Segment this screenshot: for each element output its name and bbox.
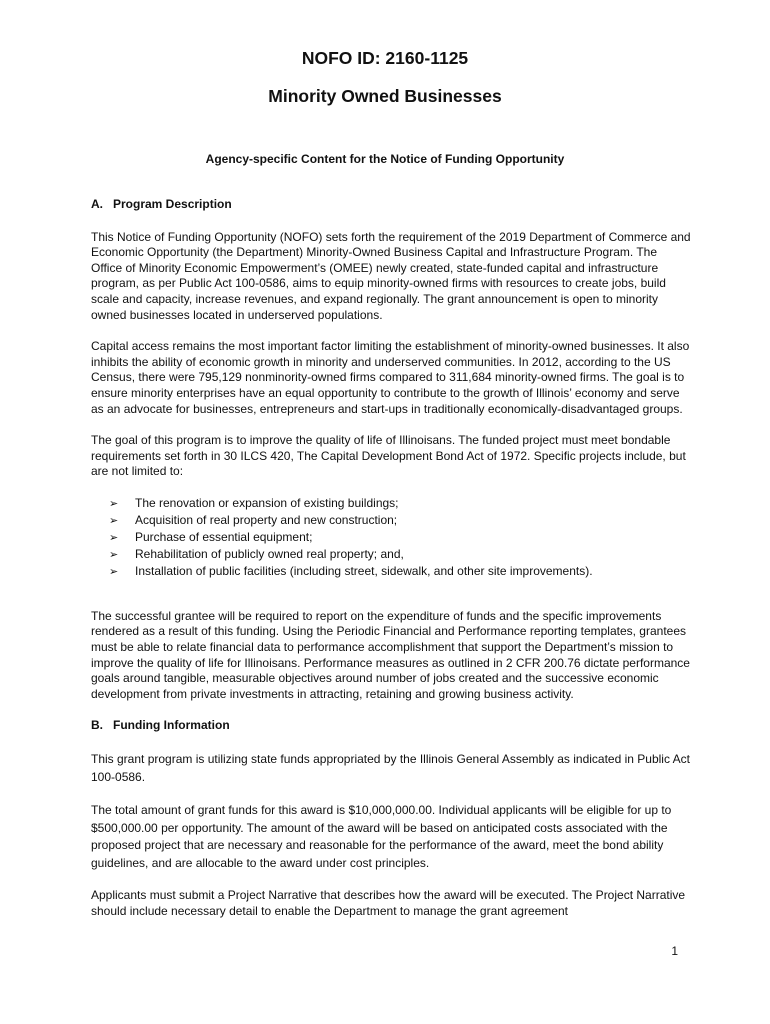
- paragraph: This Notice of Funding Opportunity (NOFO) sets forth the requirement of the 2019 Department of Commerce and Economic Opportunity (the Department) Minority-Owned Business Capital and Infrastructure Program. The Office of Minority Economic Empowerment’s (OMEE) newly created, state-funded capital and infrastructure program, as per Public Act 100-0586, aims to equip minority-owned firms with resources to create jobs, build scale and capacity, increase revenues, and expand regionally. The grant announcement is open to minority owned businesses located in underserved populations.: [91, 229, 691, 322]
- section-b-heading: [91, 718, 691, 734]
- paragraph: The successful grantee will be required to report on the expenditure of funds and the specific improvements rendered as a result of this funding. Using the Periodic Financial and Performance reporting templates, grantees must be able to relate financial data to performance accomplishment that support the Department’s mission to improve the quality of life for Illinoisans. Performance measures as outlined in 2 CFR 200.76 dictate performance goals around tangible, measurable objectives around number of jobs created and the successive economic development from private investments in attracting, retaining and growing business activity.: [91, 608, 690, 701]
- list-item-text: Rehabilitation of publicly owned real property; and,: [135, 547, 404, 562]
- list-item: [109, 564, 691, 581]
- section-b-number: B.: [91, 718, 103, 733]
- arrow-bullet-icon: ➢: [109, 566, 119, 579]
- section-a-title: Program Description: [113, 197, 232, 211]
- document-subtitle: Minority Owned Businesses: [268, 86, 502, 106]
- paragraph: The total amount of grant funds for this award is $10,000,000.00. Individual applicants will be eligible for up to $500,000.00 per opportunity. The amount of the award will be based on anticipated costs associated with the proposed project that are necessary and reasonable for the performance of the award, meet the bond ability guidelines, and are allocable to the award under cost principles.: [91, 803, 672, 870]
- arrow-bullet-icon: ➢: [109, 497, 119, 510]
- arrow-bullet-icon: ➢: [109, 515, 119, 527]
- list-item-text: Installation of public facilities (including street, sidewalk, and other site improvements).: [135, 564, 593, 579]
- list-item: [109, 547, 691, 564]
- arrow-bullet-icon: ➢: [109, 549, 119, 562]
- paragraph: This grant program is utilizing state funds appropriated by the Illinois General Assembly as indicated in Public Act 100-0586.: [91, 752, 690, 784]
- document-title: NOFO ID: 2160-1125: [301, 48, 469, 68]
- project-type-list: [91, 496, 691, 581]
- paragraph: The goal of this program is to improve the quality of life of Illinoisans. The funded project must meet bondable requirements set forth in 30 ILCS 420, The Capital Development Bond Act of 1972. Specific projects include, but are not limited to:: [91, 433, 686, 479]
- arrow-bullet-icon: ➢: [109, 532, 119, 545]
- content-heading: Agency-specific Content for the Notice of Funding Opportunity: [205, 152, 565, 166]
- list-item: [109, 496, 691, 513]
- list-item: [109, 513, 691, 530]
- section-b-title: Funding Information: [113, 718, 230, 733]
- paragraph: Capital access remains the most important factor limiting the establishment of minority-owned businesses. It also inhibits the ability of economic growth in minority and underserved communities. In 2012, according to the US Census, there were 795,129 nonminority-owned firms compared to 311,684 minority-owned firms. The goal is to ensure minority enterprises have an equal opportunity to contribute to the growth of Illinois’ economy and serve as an advocate for businesses, entrepreneurs and start-ups in traditionally economically-disadvantaged groups.: [91, 339, 690, 416]
- list-item-text: Acquisition of real property and new construction;: [135, 513, 398, 527]
- document-body: [91, 197, 691, 935]
- section-a-heading: [91, 197, 691, 213]
- list-item: [109, 530, 691, 547]
- section-a-number: A.: [91, 197, 103, 211]
- list-item-text: Purchase of essential equipment;: [135, 530, 313, 545]
- paragraph: Applicants must submit a Project Narrative that describes how the award will be executed. The Project Narrative should include necessary detail to enable the Department to manage the grant agreement: [91, 888, 686, 918]
- page-number: 1: [671, 944, 678, 958]
- list-item-text: The renovation or expansion of existing buildings;: [135, 495, 399, 510]
